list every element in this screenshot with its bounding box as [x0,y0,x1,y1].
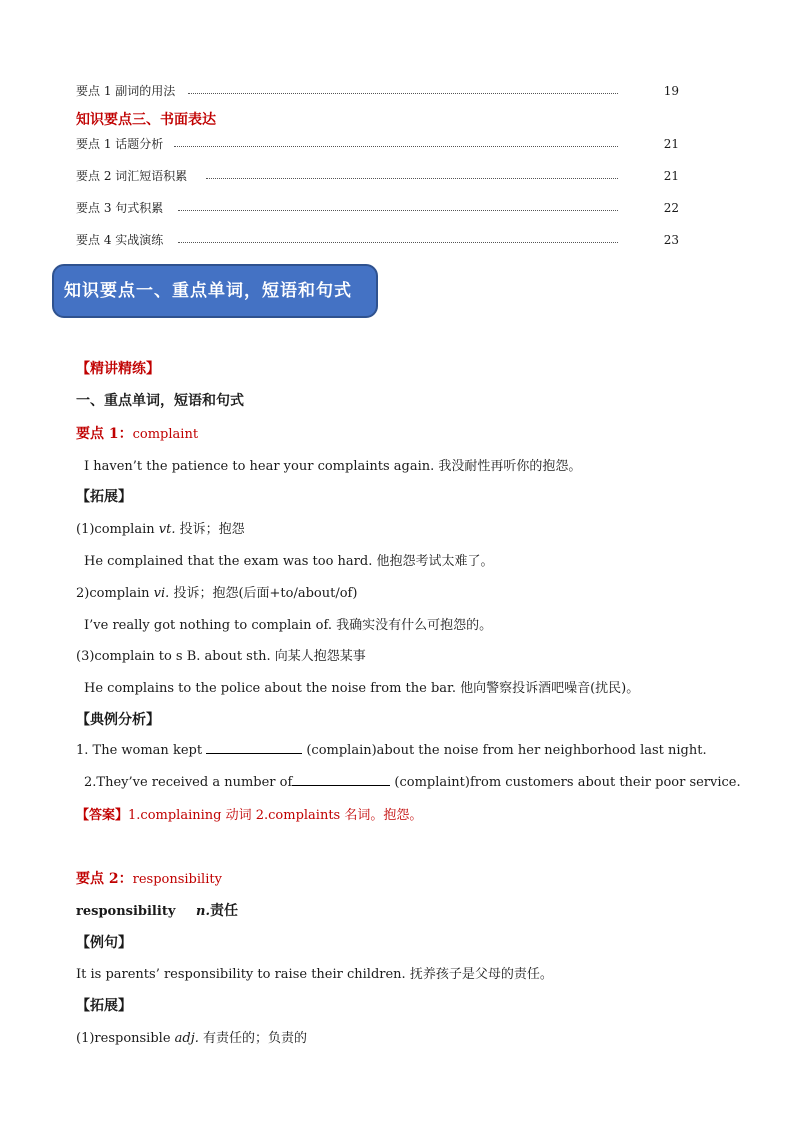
point-word: complaint [132,427,199,442]
toc-leader-dots [188,93,618,94]
part-of-speech: n. [196,904,211,919]
toc-entry[interactable] [76,167,679,185]
answer-blank[interactable] [206,741,302,754]
question-text: 1. The woman kept [76,743,207,758]
point-heading [76,868,222,888]
expand-item [76,518,245,537]
answer-text: 1.complaining 动词 2.complaints 名词。抱怨。 [128,808,423,823]
toc-entry-page: 23 [663,233,679,247]
example-sentence: I haven’t the patience to hear your complaints again. 我没耐性再听你的抱怨。 [84,459,582,474]
toc-entry-page: 19 [663,84,679,98]
expand-item-meaning: 有责任的；负责的 [198,1031,308,1046]
toc-leader-dots [174,146,618,147]
lecture-heading: 【精讲精练】 [76,361,160,377]
toc-entry-page: 21 [663,169,679,183]
example-sentence: He complained that the exam was too hard. 他抱怨考试太难了。 [84,554,494,569]
answer-blank[interactable] [292,773,390,786]
toc-entry-label: 要点 4 实战演练 [76,231,167,249]
expand-item-word: (1)complain [76,522,159,537]
headword-meaning: 责任 [210,903,239,919]
expand-label: 【拓展】 [76,998,132,1014]
toc-section-title[interactable]: 知识要点三、书面表达 [76,112,216,128]
expand-item-meaning: 投诉；抱怨 [175,522,245,537]
question-text: (complain)about the noise from her neighborhood last night. [302,743,707,758]
toc-entry-label: 要点 2 词汇短语积累 [76,167,191,185]
toc-entry-page: 21 [663,137,679,151]
answer-label: 【答案】 [76,808,129,823]
toc-leader-dots [178,242,618,243]
toc-entry[interactable] [76,135,679,153]
answer-line [76,804,422,823]
question-text: 2.They’ve received a number of [84,775,293,790]
expand-item-meaning: 投诉；抱怨(后面+to/about/of) [169,586,358,601]
part-of-speech: vi. [153,586,170,601]
toc-entry-label: 要点 1 话题分析 [76,135,167,153]
expand-item [76,582,357,601]
analysis-label: 【典例分析】 [76,712,160,728]
point-prefix: 要点 1： [76,426,133,442]
exercise-question [84,773,741,790]
part-of-speech: vt. [158,522,176,537]
expand-item-word: (1)responsible [76,1031,175,1046]
toc-entry[interactable] [76,231,679,249]
toc-leader-dots [206,178,618,179]
headword-line [76,900,238,920]
example-sentence: I’ve really got nothing to complain of. 我确实没有什么可抱怨的。 [84,618,493,633]
point-heading [76,423,198,443]
expand-label: 【拓展】 [76,489,132,505]
example-label: 【例句】 [76,935,132,951]
toc-entry-label: 要点 3 句式积累 [76,199,167,217]
headword: responsibility [76,904,176,919]
expand-item [76,1027,307,1046]
example-sentence: It is parents’ responsibility to raise their children. 抚养孩子是父母的责任。 [76,967,553,982]
part-of-speech: adj. [174,1031,199,1046]
toc-entry[interactable] [76,82,679,100]
section-title: 一、重点单词，短语和句式 [76,393,244,409]
point-prefix: 要点 2： [76,871,133,887]
toc-leader-dots [178,210,618,211]
toc-entry-label: 要点 1 副词的用法 [76,82,179,100]
expand-item: (3)complain to s B. about sth. 向某人抱怨某事 [76,649,366,664]
section-banner: 知识要点一、重点单词，短语和句式 [52,264,378,318]
question-text: (complaint)from customers about their poor service. [390,775,741,790]
example-sentence: He complains to the police about the noise from the bar. 他向警察投诉酒吧噪音(扰民)。 [84,681,640,696]
exercise-question [76,741,707,758]
toc-entry-page: 22 [663,201,679,215]
point-word: responsibility [132,872,222,887]
expand-item-word: 2)complain [76,586,154,601]
toc-entry[interactable] [76,199,679,217]
